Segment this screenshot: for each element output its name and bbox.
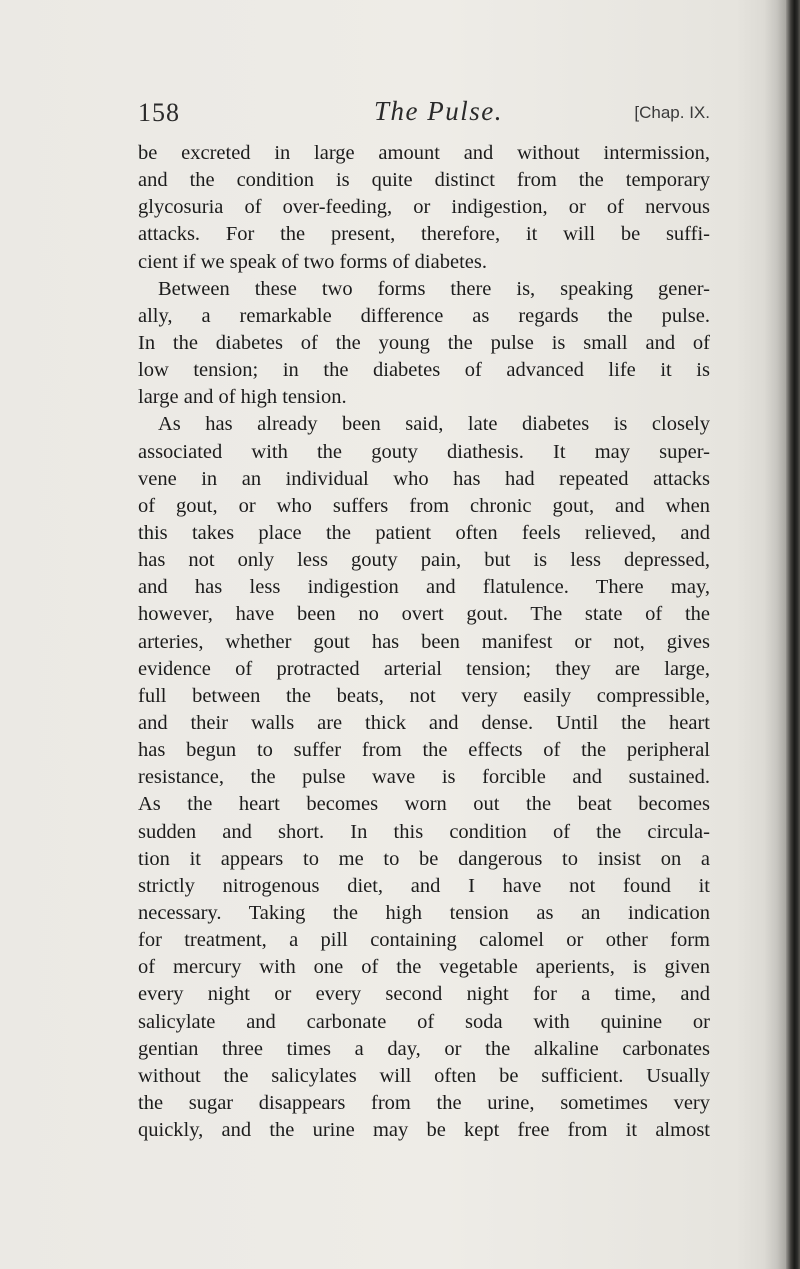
text-line: and has less indigestion and flatulence. There may, bbox=[138, 576, 710, 599]
text-line: strictly nitrogenous diet, and I have not found it bbox=[138, 874, 710, 897]
text-line: has not only less gouty pain, but is less depressed, bbox=[138, 549, 710, 572]
text-line: In the diabetes of the young the pulse is small and of bbox=[138, 331, 710, 354]
text-line: resistance, the pulse wave is forcible and sustained. bbox=[138, 766, 710, 789]
text-line: associated with the gouty diathesis. It may super- bbox=[138, 440, 710, 463]
text-line: gentian three times a day, or the alkaline carbonates bbox=[138, 1037, 710, 1060]
text-line: full between the beats, not very easily compressible, bbox=[138, 684, 710, 707]
book-spine-edge bbox=[786, 0, 800, 1269]
text-line: vene in an individual who has had repeated attacks bbox=[138, 467, 710, 490]
text-line: arteries, whether gout has been manifest or not, gives bbox=[138, 630, 710, 653]
text-line: sudden and short. In this condition of the circula- bbox=[138, 820, 710, 843]
page-number: 158 bbox=[138, 98, 180, 127]
text-line: has begun to suffer from the effects of the peripheral bbox=[138, 739, 710, 762]
body-text bbox=[138, 140, 710, 1144]
text-line: of mercury with one of the vegetable aperients, is given bbox=[138, 956, 710, 979]
running-head bbox=[138, 96, 710, 136]
running-title: The Pulse. bbox=[374, 96, 503, 126]
text-line: every night or every second night for a time, and bbox=[138, 983, 710, 1006]
text-line: large and of high tension. bbox=[138, 386, 347, 409]
text-line: As the heart becomes worn out the beat becomes bbox=[138, 793, 710, 816]
text-line: cient if we speak of two forms of diabetes. bbox=[138, 250, 487, 273]
text-line: and their walls are thick and dense. Until the heart bbox=[138, 711, 710, 734]
paragraph-start-line: Between these two forms there is, speaking gener- bbox=[158, 277, 710, 300]
text-line: be excreted in large amount and without intermission, bbox=[138, 142, 710, 164]
text-line: tion it appears to me to be dangerous to insist on a bbox=[138, 847, 710, 870]
paragraph-start-line: As has already been said, late diabetes is closely bbox=[158, 413, 710, 436]
chapter-reference: [Chap. IX. bbox=[634, 103, 710, 122]
text-line: of gout, or who suffers from chronic gout, and when bbox=[138, 494, 710, 517]
text-line: necessary. Taking the high tension as an indication bbox=[138, 901, 710, 924]
text-line: for treatment, a pill containing calomel or other form bbox=[138, 929, 710, 952]
text-line: however, have been no overt gout. The state of the bbox=[138, 603, 710, 626]
text-line: without the salicylates will often be sufficient. Usually bbox=[138, 1064, 710, 1087]
text-line: ally, a remarkable difference as regards the pulse. bbox=[138, 304, 710, 327]
page-edge-shadow bbox=[764, 0, 786, 1269]
text-line: quickly, and the urine may be kept free from it almost bbox=[138, 1119, 710, 1142]
text-line: evidence of protracted arterial tension; they are large, bbox=[138, 657, 710, 680]
text-line: low tension; in the diabetes of advanced life it is bbox=[138, 359, 710, 382]
text-line: attacks. For the present, therefore, it will be suffi- bbox=[138, 223, 710, 246]
text-line: the sugar disappears from the urine, sometimes very bbox=[138, 1091, 710, 1114]
text-line: and the condition is quite distinct from the temporary bbox=[138, 169, 710, 192]
text-line: glycosuria of over-feeding, or indigestion, or of nervous bbox=[138, 196, 710, 219]
text-line: salicylate and carbonate of soda with quinine or bbox=[138, 1010, 710, 1033]
text-line: this takes place the patient often feels relieved, and bbox=[138, 521, 710, 544]
